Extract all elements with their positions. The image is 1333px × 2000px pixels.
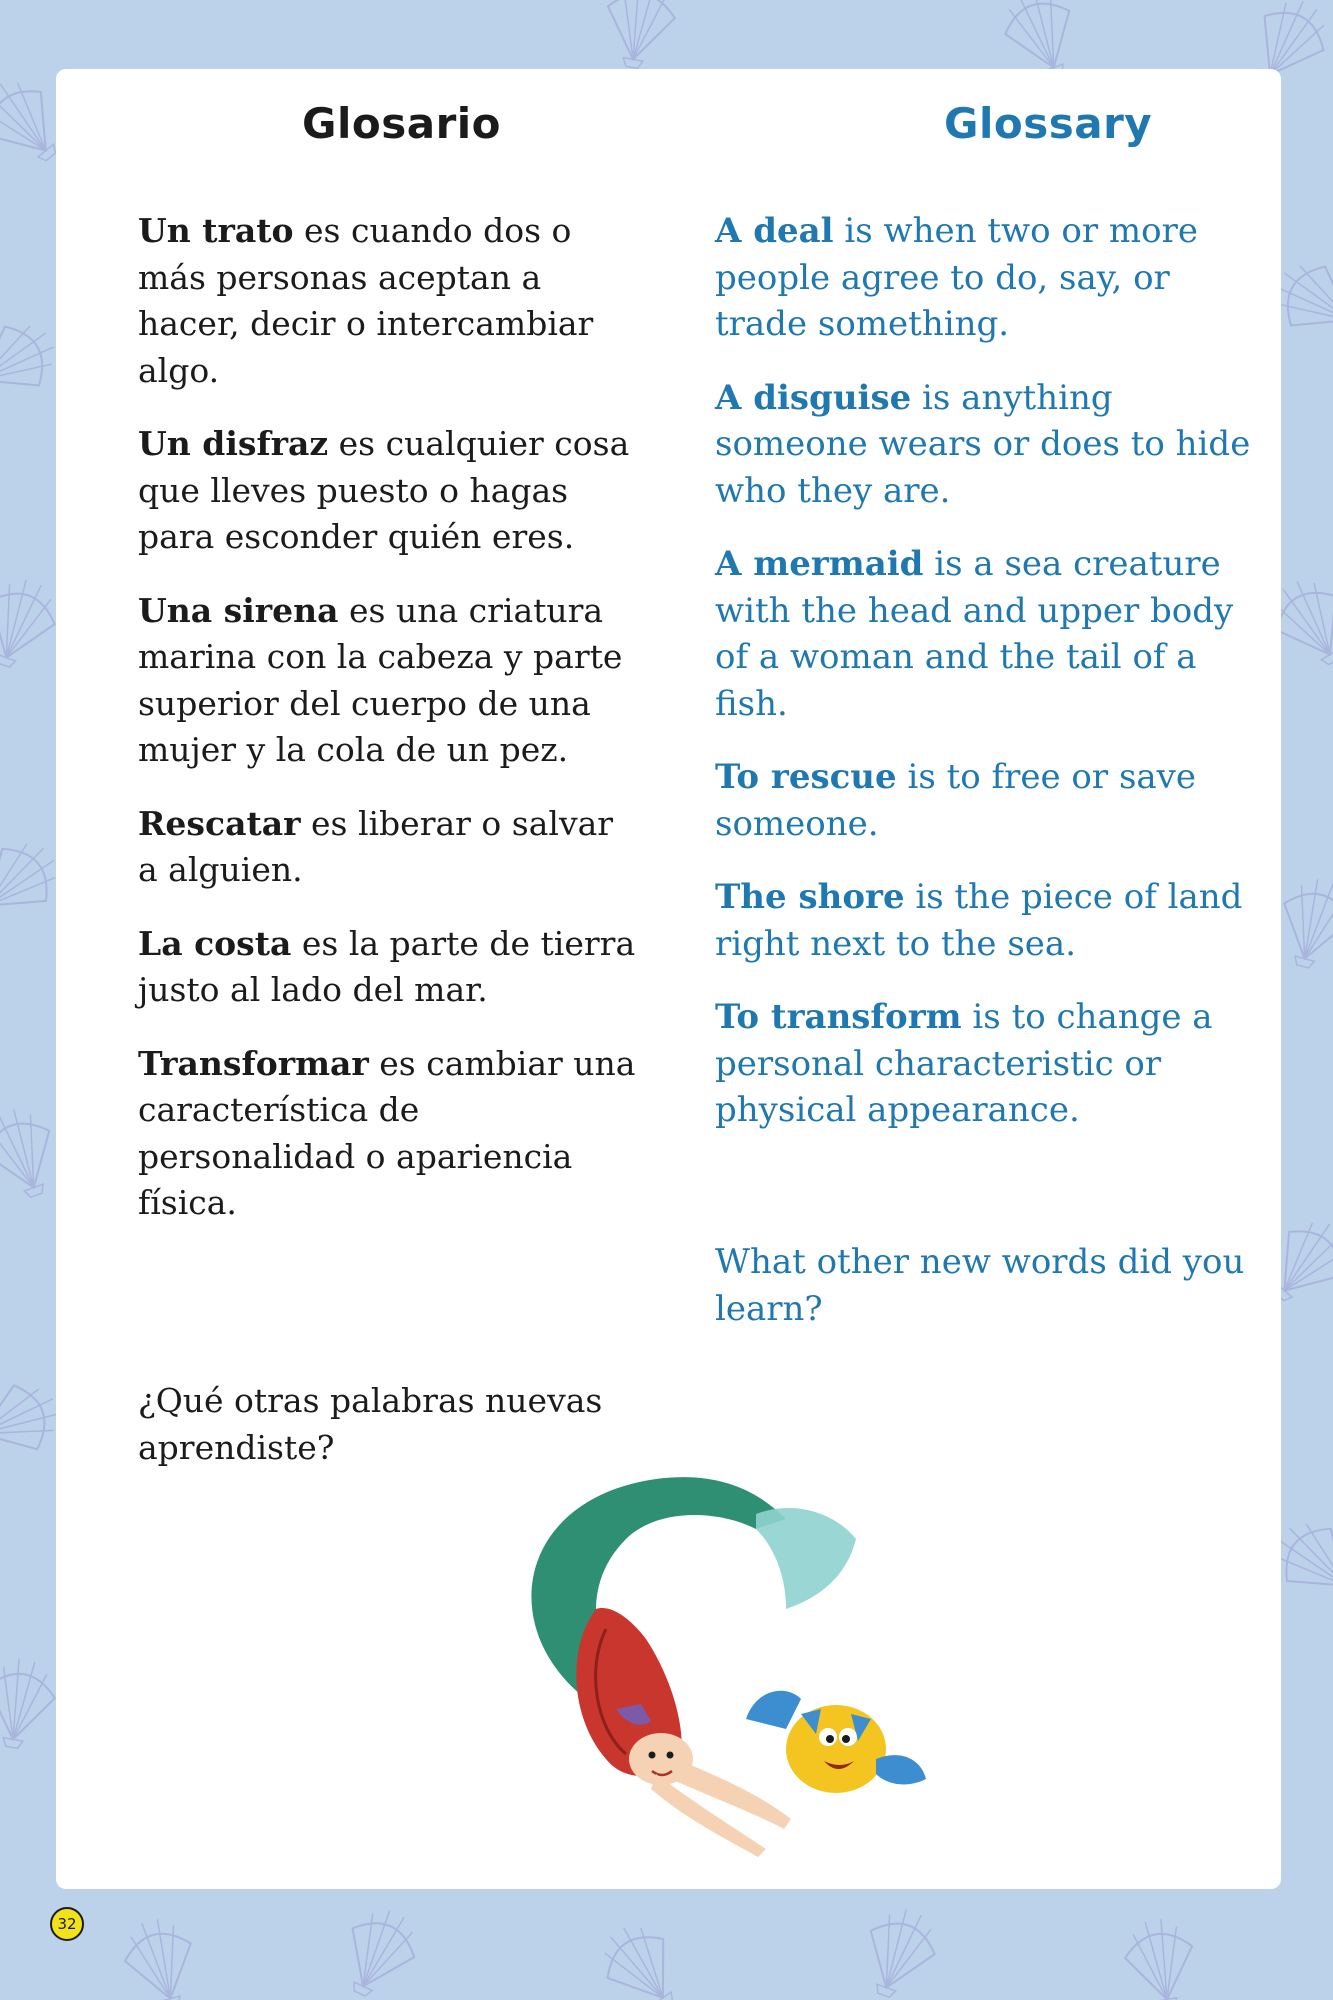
glossary-entry: [138, 801, 638, 894]
glossary-term: Un disfraz: [138, 424, 329, 463]
glossary-term: A disguise: [715, 377, 912, 418]
glossary-term: Transformar: [138, 1043, 369, 1083]
glossary-definition: es cuando dos o más personas aceptan a hacer, decir o intercambiar algo.: [138, 211, 594, 390]
glossary-entry: [715, 994, 1255, 1134]
glossary-definition: es cualquier cosa que lleves puesto o hagas para esconder quién eres.: [138, 424, 630, 556]
fish-icon: [746, 1691, 926, 1793]
glossary-definition: es una criatura marina con la cabeza y parte superior del cuerpo de una mujer y la cola de un pez.: [138, 590, 623, 769]
english-entries: [715, 208, 1255, 1161]
glossary-term: To rescue: [715, 757, 897, 797]
glossary-definition: is to free or save someone.: [715, 757, 1196, 844]
spanish-entries: [138, 208, 638, 1254]
spanish-heading: Glosario: [302, 99, 502, 148]
glossary-entry: [715, 754, 1255, 847]
glossary-entry: [138, 588, 638, 774]
glossary-definition: is anything someone wears or does to hide who they are.: [715, 377, 1251, 511]
glossary-term: La costa: [138, 923, 292, 963]
glossary-definition: es liberar o salvar a alguien.: [138, 803, 614, 889]
glossary-entry: [715, 541, 1255, 727]
glossary-definition: is a sea creature with the head and upper body of a woman and the tail of a fish.: [715, 544, 1234, 724]
glossary-entry: [138, 1041, 638, 1227]
glossary-definition: es la parte de tierra justo al lado del mar.: [138, 923, 636, 1009]
glossary-definition: is when two or more people agree to do, say, or trade something.: [715, 211, 1198, 344]
english-heading: Glossary: [944, 99, 1153, 148]
glossary-definition: es cambiar una característica de personalidad o apariencia física.: [138, 1043, 636, 1222]
glossary-term: The shore: [715, 877, 905, 917]
glossary-entry: [715, 375, 1255, 515]
glossary-term: Rescatar: [138, 803, 301, 843]
page-number-badge: 32: [50, 1907, 84, 1941]
glossary-entry: [715, 208, 1255, 348]
glossary-entry: [715, 874, 1255, 967]
glossary-card: [56, 69, 1281, 1889]
glossary-definition: is to change a personal characteristic or physical appearance.: [715, 997, 1213, 1130]
mermaid-icon: [531, 1477, 856, 1857]
glossary-term: To transform: [715, 997, 962, 1037]
glossary-definition: is the piece of land right next to the sea.: [715, 877, 1243, 964]
glossary-term: Un trato: [138, 211, 294, 250]
glossary-term: A deal: [715, 211, 834, 251]
english-question: What other new words did you learn?: [715, 1242, 1245, 1329]
mermaid-and-fish-illustration: [456, 1459, 996, 1879]
glossary-term: Una sirena: [138, 590, 339, 630]
spanish-question: ¿Qué otras palabras nuevas aprendiste?: [138, 1381, 603, 1467]
glossary-entry: [138, 921, 638, 1014]
glossary-entry: [138, 421, 638, 561]
glossary-term: A mermaid: [715, 544, 924, 584]
glossary-entry: [138, 208, 638, 394]
